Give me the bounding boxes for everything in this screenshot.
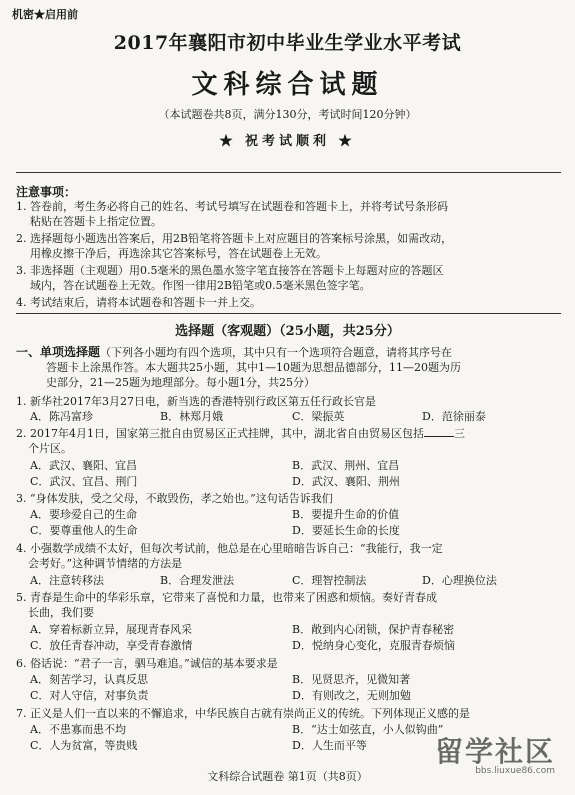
option-c[interactable]: C．武汉、宜昌、荆门 [30,475,138,488]
note-item: 1. 答卷前，考生务必将自己的姓名、考试号填写在试题卷和答题卡上，并将考试号条形码 粘贴在答题卡上指定位置。 [16,200,448,228]
option-c[interactable]: C．梁振英 [292,410,345,423]
option-b[interactable]: B．林郑月娥 [160,410,224,423]
confidential-mark: 机密★启用前 [12,8,78,21]
note-item: 2. 选择题每小题选出答案后，用2B铅笔将答题卡上对应题目的答案标号涂黑，如需改动， 用橡皮擦干净后，再选涂其它答案标号，答在试题卷上无效。 [16,232,453,260]
option-c[interactable]: C．对人守信，对事负责 [30,689,149,702]
option-a[interactable]: A．陈冯富珍 [30,410,93,423]
paper-info: （本试题卷共8页，满分130分，考试时间120分钟） [158,108,417,121]
option-c[interactable]: C．理智控制法 [292,574,367,587]
option-b[interactable]: B．武汉、荆州、宜昌 [292,459,400,472]
option-c[interactable]: C．放任青春冲动，享受青春激情 [30,639,193,652]
exam-title: 2017年襄阳市初中毕业生学业水平考试 [113,32,462,54]
option-b[interactable]: B．敞到内心闭锁，保护青春秘密 [292,623,455,636]
option-c[interactable]: C．要尊重他人的生命 [30,524,138,537]
option-a[interactable]: A．穿着标新立异，展现青春风采 [30,623,192,636]
option-d[interactable]: D．有则改之，无则加勉 [292,689,411,702]
paper-subtitle: 文科综合试题 [191,70,384,100]
question-4: 4. 小强数学成绩不太好，但每次考试前，他总是在心里暗暗告诉自己：“我能行，我一定 会考好。”这种调节情绪的方法是 [16,542,443,570]
section-title: 选择题（客观题）（25小题，共25分） [175,324,400,339]
option-a[interactable]: A．武汉、襄阳、宜昌 [30,459,137,472]
option-d[interactable]: D．人生而平等 [292,739,367,752]
option-d[interactable]: D．悦纳身心变化，克服青春烦恼 [292,639,455,652]
question-1: 1. 新华社2017年3月27日电，新当选的香港特别行政区第五任行政长官是 [16,395,376,408]
note-item: 4. 考试结束后，请将本试题卷和答题卡一并上交。 [16,296,261,309]
notes-title: 注意事项： [16,185,77,199]
option-a[interactable]: A．不患寡而患不均 [30,723,126,736]
watermark-logo: 留学社区 [434,735,555,768]
part-instructions: 一、单项选择题（下列各小题均有四个选项，其中只有一个选项符合题意，请将其序号在 答题卡上涂黑作答。本大题共25小题，其中1—10题为思想品德部分，11—20题为历 史部分，21—25题为地理部分。每小题1分，共25分） [16,345,461,389]
good-luck-line: ★ 祝考试顺利 ★ [219,134,356,149]
page-footer: 文科综合试题卷 第1页（共8页） [207,770,368,783]
divider-top [16,172,561,173]
question-2: 2. 2017年4月1日，国家第三批自由贸易区正式挂牌，其中，湖北省自由贸易区包括 三 个片区。 [16,427,465,455]
option-c[interactable]: C．人为贫富，等贵贱 [30,739,138,752]
option-a[interactable]: A．要珍爱自己的生命 [30,508,137,521]
option-b[interactable]: B．要提升生命的价值 [292,508,400,521]
option-d[interactable]: D．要延长生命的长度 [292,524,400,537]
note-item: 3. 非选择题（主观题）用0.5毫米的黑色墨水签字笔直接答在答题卡上每题对应的答题区 域内，答在试题卷上无效。作图一律用2B铅笔或0.5毫米黑色签字笔。 [16,264,444,292]
question-7: 7. 正义是人们一直以来的不懈追求，中华民族自古就有崇尚正义的传统。下列体现正义感的是 [16,707,470,720]
option-b[interactable]: B．合理发泄法 [160,574,235,587]
option-b[interactable]: B．“达士如弦直，小人似钩曲” [292,723,444,736]
divider-middle [16,313,561,314]
question-3: 3. “身体发肤，受之父母，不敢毁伤，孝之始也。”这句话告诉我们 [16,492,333,505]
option-d[interactable]: D．心理换位法 [422,574,497,587]
option-a[interactable]: A．注意转移法 [30,574,104,587]
option-a[interactable]: A．刻苦学习，认真反思 [30,673,148,686]
option-d[interactable]: D．武汉、襄阳、荆州 [292,475,400,488]
answer-blank [424,426,454,437]
option-b[interactable]: B．见贤思齐，见微知著 [292,673,411,686]
watermark-url: bbs.liuxue86.com [475,766,555,776]
option-d[interactable]: D．范徐丽泰 [422,410,486,423]
question-5: 5. 青春是生命中的华彩乐章，它带来了喜悦和力量，也带来了困惑和烦恼。奏好青春成 长曲，我们要 [16,591,437,619]
question-6: 6. 俗话说：“君子一言，驷马难追。”诚信的基本要求是 [16,657,278,670]
